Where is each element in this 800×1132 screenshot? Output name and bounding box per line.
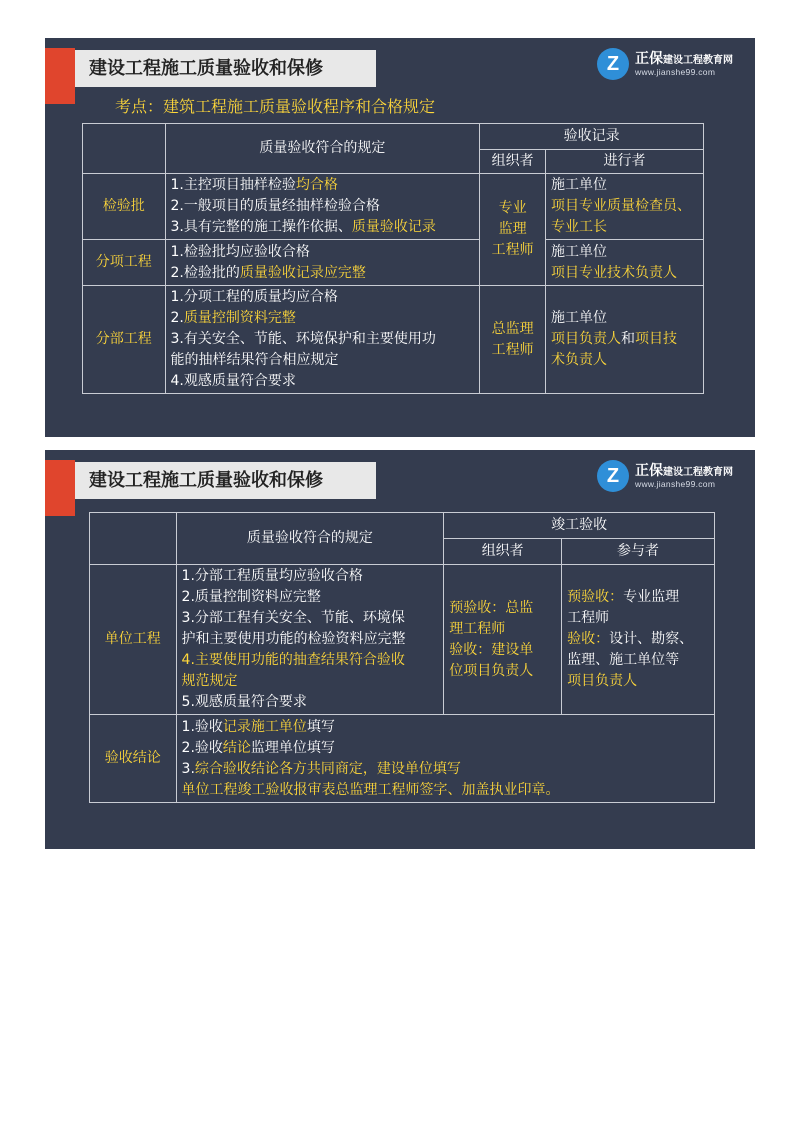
logo-name: 正保建设工程教育网 — [635, 51, 733, 67]
logo-url: www.jianshe99.com — [635, 479, 716, 489]
rule-fenbu: 1.分项工程的质量均应合格 2.质量控制资料完整 3.有关安全、节能、环境保护和主要使用功 能的抽样结果符合相应规定 4.观感质量符合要求 — [165, 286, 480, 394]
row-label-fenbu: 分部工程 — [83, 286, 166, 394]
rule-jianyanpi: 1.主控项目抽样检验均合格 2.一般项目的质量经抽样检验合格 3.具有完整的施工操作依据、质量验收记录 — [165, 174, 480, 240]
row-label-jianyanpi: 检验批 — [83, 174, 166, 240]
acceptance-table-1 — [82, 123, 704, 394]
header-record: 验收记录 — [480, 124, 704, 150]
slide-title: 建设工程施工质量验收和保修 — [75, 50, 376, 87]
slide-title: 建设工程施工质量验收和保修 — [75, 462, 376, 499]
logo-name: 正保建设工程教育网 — [635, 463, 733, 479]
rule-danwei: 1.分部工程质量均应验收合格 2.质量控制资料应完整 3.分部工程有关安全、节能、环境保 护和主要使用功能的检验资料应完整 4.主要使用功能的抽查结果符合验收 规范规定 5.观感质量符合要求 — [176, 565, 444, 715]
performer-jianyanpi: 施工单位 项目专业质量检查员、 专业工长 — [546, 174, 704, 240]
performer-fenbu: 施工单位 项目负责人和项目技 术负责人 — [546, 286, 704, 394]
rule-jielun: 1.验收记录施工单位填写 2.验收结论监理单位填写 3.综合验收结论各方共同商定，建设单位填写 单位工程竣工验收报审表总监理工程师签字、加盖执业印章。 — [176, 715, 714, 803]
performer-fenxiang: 施工单位 项目专业技术负责人 — [546, 240, 704, 286]
topic-heading: 考点：建筑工程施工质量验收程序和合格规定 — [115, 97, 436, 116]
rule-fenxiang: 1.检验批均应验收合格 2.检验批的质量验收记录应完整 — [165, 240, 480, 286]
logo-url: www.jianshe99.com — [635, 67, 716, 77]
organizer-supervisor: 专业 监理 工程师 — [480, 174, 546, 286]
accent-bar — [45, 460, 75, 516]
organizer-chief-supervisor: 总监理 工程师 — [480, 286, 546, 394]
header-rule: 质量验收符合的规定 — [165, 124, 480, 174]
row-label-danwei: 单位工程 — [90, 565, 177, 715]
logo — [597, 458, 745, 494]
organizer-danwei: 预验收：总监 理工程师 验收：建设单 位项目负责人 — [444, 565, 562, 715]
acceptance-table-2 — [89, 512, 715, 803]
header-rule: 质量验收符合的规定 — [176, 513, 444, 565]
header-blank — [83, 124, 166, 174]
header-record: 竣工验收 — [444, 513, 715, 539]
logo-mark-icon: Z — [597, 48, 629, 80]
header-participant: 参与者 — [562, 539, 715, 565]
logo — [597, 46, 745, 82]
slide-1 — [45, 38, 755, 437]
row-label-jielun: 验收结论 — [90, 715, 177, 803]
accent-bar — [45, 48, 75, 104]
header-organizer: 组织者 — [444, 539, 562, 565]
logo-mark-icon: Z — [597, 460, 629, 492]
header-organizer: 组织者 — [480, 150, 546, 174]
participant-danwei: 预验收：专业监理 工程师 验收：设计、勘察、 监理、施工单位等 项目负责人 — [562, 565, 715, 715]
header-blank — [90, 513, 177, 565]
header-performer: 进行者 — [546, 150, 704, 174]
row-label-fenxiang: 分项工程 — [83, 240, 166, 286]
slide-2 — [45, 450, 755, 849]
